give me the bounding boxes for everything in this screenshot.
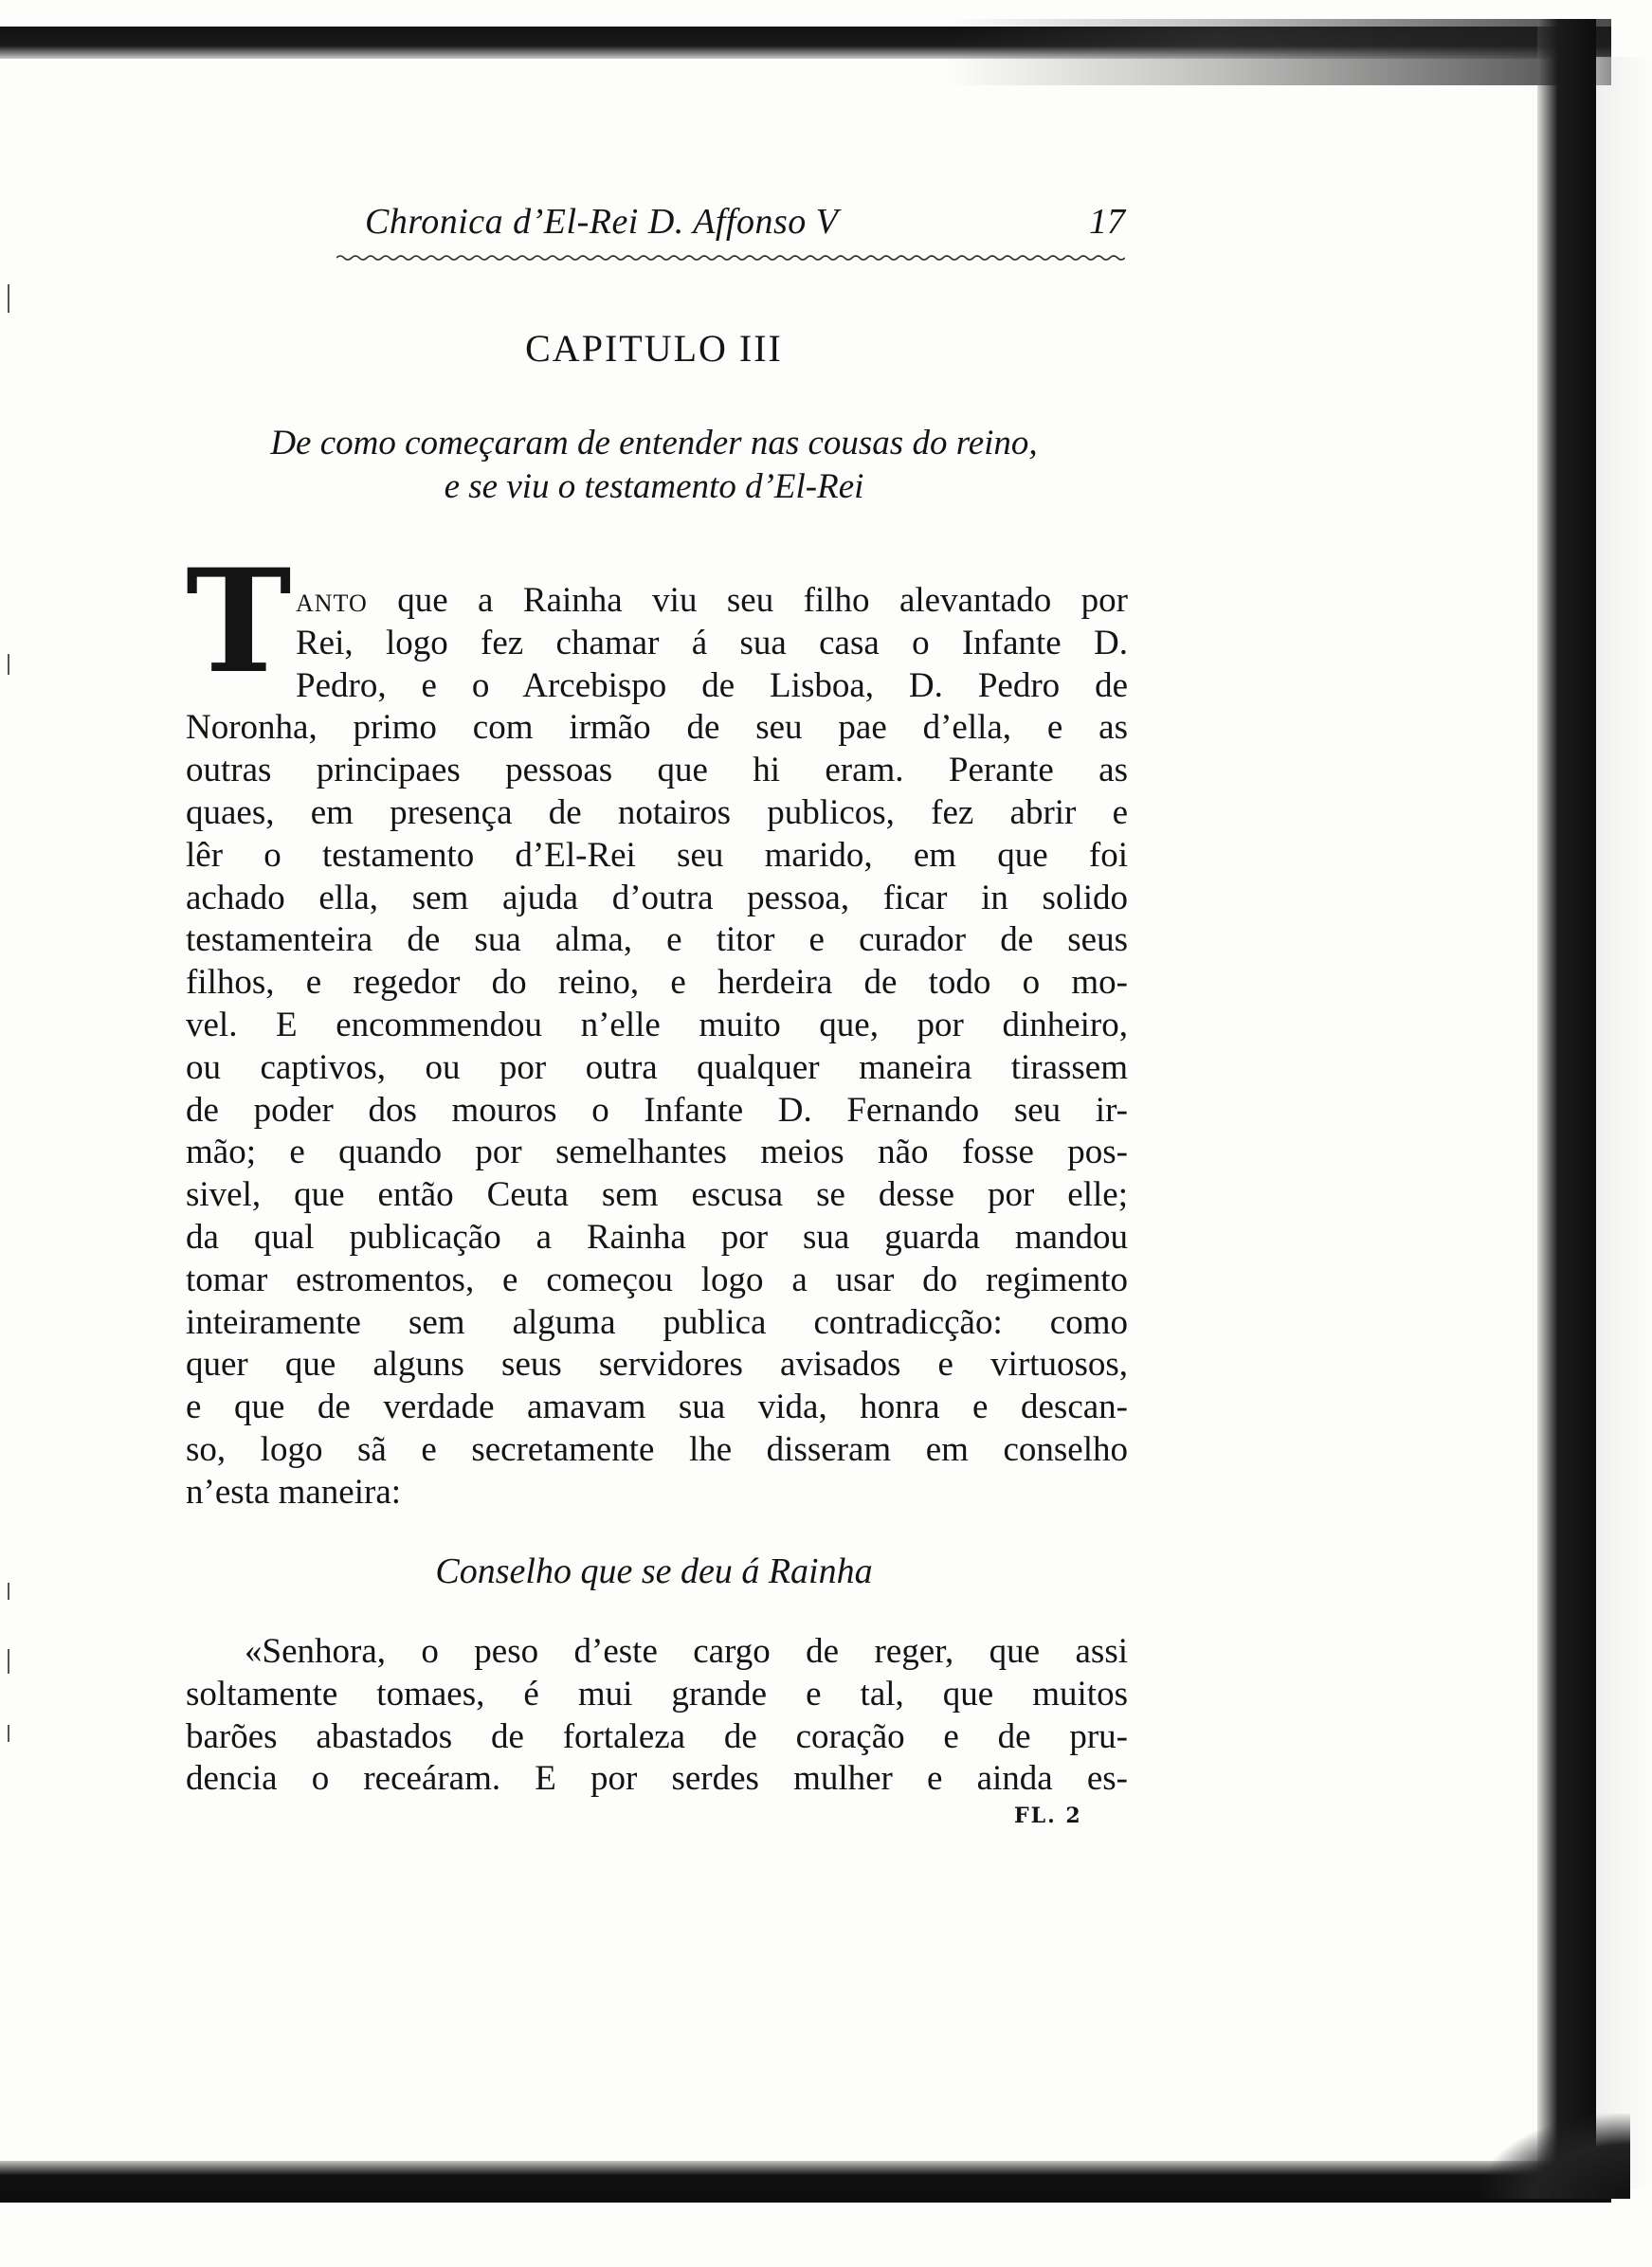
text-line-content: que a Rainha viu seu filho alevantado por xyxy=(367,581,1128,620)
speech-paragraph xyxy=(186,1631,1128,1801)
text-line: achado ella, sem ajuda d’outra pessoa, ficar in solido xyxy=(186,878,1128,917)
text-line: mão; e quando por semelhantes meios não fosse pos- xyxy=(186,1133,1128,1172)
scan-edge-right xyxy=(1537,19,1596,2199)
header-wavy-rule xyxy=(336,254,1125,262)
text-line: da qual publicação a Rainha por sua guarda mandou xyxy=(186,1217,1128,1257)
chapter-subtitle-line: De como começaram de entender nas cousas do reino, xyxy=(270,424,1038,462)
text-line: barões abastados de fortaleza de coração e de pru- xyxy=(186,1716,1128,1756)
text-line: filhos, e regedor do reino, e herdeira de todo o mo- xyxy=(186,963,1128,1003)
text-line: lêr o testamento d’El-Rei seu marido, em que foi xyxy=(186,835,1128,875)
text-line: outras principaes pessoas que hi eram. Perante as xyxy=(186,751,1128,790)
text-line: Pedro, e o Arcebispo de Lisboa, D. Pedro de xyxy=(296,665,1128,705)
text-line: vel. E encommendou n’elle muito que, por dinheiro, xyxy=(186,1005,1128,1044)
text-line: Rei, logo fez chamar á sua casa o Infante D. xyxy=(296,623,1128,662)
page-number: 17 xyxy=(1089,202,1125,242)
chapter-subtitle xyxy=(166,422,1142,509)
text-line: ou captivos, ou por outra qualquer maneira tirassem xyxy=(186,1047,1128,1087)
scan-edge-right-fade xyxy=(1596,57,1652,2189)
text-line: n’esta maneira: xyxy=(186,1472,402,1512)
text-line: Noronha, primo com irmão de seu pae d’ella, e as xyxy=(186,708,1128,748)
text-line: tomar estromentos, e começou logo a usar do regimento xyxy=(186,1260,1128,1299)
text-line: soltamente tomaes, é mui grande e tal, que muitos xyxy=(186,1674,1128,1714)
text-line: sivel, que então Ceuta sem escusa se desse por elle; xyxy=(186,1175,1128,1215)
running-header xyxy=(365,201,1125,250)
text-line xyxy=(296,580,1128,623)
text-line: inteiramente sem alguma publica contradicção: como xyxy=(186,1302,1128,1342)
text-line: so, logo sã e secretamente lhe disseram em conselho xyxy=(186,1429,1128,1469)
chapter-subtitle-line: e se viu o testamento d’El-Rei xyxy=(444,467,864,506)
scan-margin-marks xyxy=(8,284,19,1895)
text-line: testamenteira de sua alma, e titor e curador de seus xyxy=(186,920,1128,960)
scan-edge-bottom xyxy=(0,2161,1611,2203)
text-line: e que de verdade amavam sua vida, honra e descan- xyxy=(186,1387,1128,1427)
body-paragraph xyxy=(186,580,1128,1514)
chapter-heading: CAPITULO III xyxy=(525,327,783,370)
scan-edge-top-shadow xyxy=(948,19,1611,85)
text-line: quer que alguns seus servidores avisados e virtuosos, xyxy=(186,1345,1128,1385)
first-word-smallcaps: anto xyxy=(296,581,368,620)
drop-cap-letter: T xyxy=(186,538,292,705)
text-line: quaes, em presença de notairos publicos, fez abrir e xyxy=(186,792,1128,832)
text-line: dencia o receáram. E por serdes mulher e ainda es- xyxy=(186,1759,1128,1799)
text-line: de poder dos mouros o Infante D. Fernando seu ir- xyxy=(186,1090,1128,1130)
printer-signature-mark: FL. 2 xyxy=(1014,1804,1082,1828)
running-title: Chronica d’El-Rei D. Affonso V xyxy=(365,202,839,242)
text-line: «Senhora, o peso d’este cargo de reger, que assi xyxy=(245,1632,1128,1671)
scan-edge-corner xyxy=(1479,2113,1630,2199)
section-heading: Conselho que se deu á Rainha xyxy=(435,1551,873,1591)
